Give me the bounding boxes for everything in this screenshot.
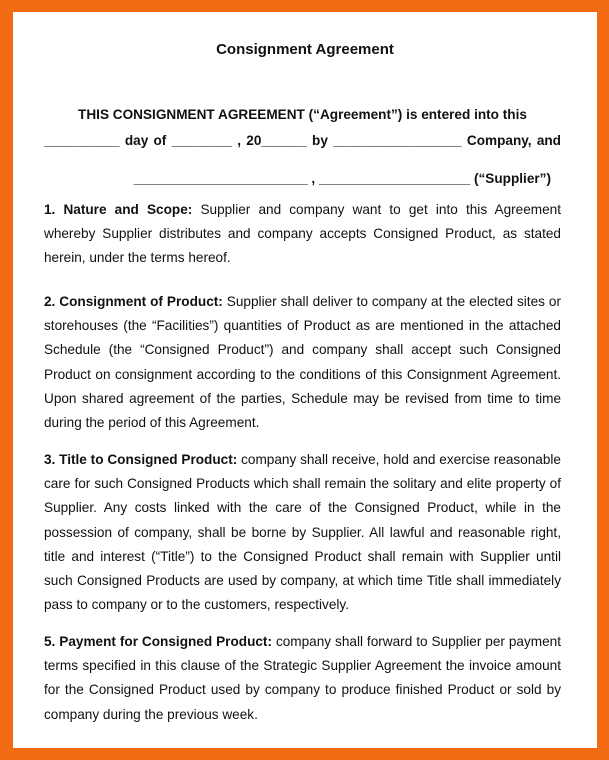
clause-body: company shall receive, hold and exercise reasonable care for such Consigned Products which shall remain the solitary and elite property of Supplier. Any costs linked with the care of the Consigned Product, while in the possession of company, shall be borne by Supplier. All lawful and reasonable right, title and interest (“Title”) to the Consigned Product shall remain with Supplier until such Consigned Products are used by company, at which time Title shall immediately pass to company or to the customers, respectively. bbox=[44, 452, 561, 613]
intro-paragraph bbox=[44, 102, 561, 192]
clause-payment-for-consigned-product bbox=[44, 630, 561, 727]
clause-heading: 3. Title to Consigned Product: bbox=[44, 452, 238, 467]
document-title: Consignment Agreement bbox=[216, 41, 394, 58]
document-page bbox=[13, 12, 597, 748]
clause-body: Supplier shall deliver to company at the elected sites or storehouses (the “Facilities”) quantities of Product as are mentioned in the attached Schedule (the “Consigned Product”) and company shall accept such Consigned Product on consignment according to the conditions of this Consignment Agreement. Upon shared agreement of the parties, Schedule may be revised from time to time during the period of this Agreement. bbox=[44, 294, 561, 431]
clause-heading: 1. Nature and Scope: bbox=[44, 202, 193, 217]
clause-body: company shall forward to Supplier per payment terms specified in this clause of the Strategic Supplier Agreement the invoice amount for the Consigned Product used by company to produce finished Product or sold by company during the previous week. bbox=[44, 634, 562, 722]
clause-nature-and-scope bbox=[44, 198, 561, 271]
intro-line-1: THIS CONSIGNMENT AGREEMENT (“Agreement”) is entered into this bbox=[78, 107, 527, 122]
clause-heading: 2. Consignment of Product: bbox=[44, 294, 223, 309]
intro-line-2: __________ day of ________ , 20______ by _________________ Company, and bbox=[44, 133, 561, 148]
clause-consignment-of-product bbox=[44, 290, 561, 435]
clause-title-to-consigned-product bbox=[44, 448, 561, 617]
intro-line-3: _______________________ , ____________________ (“Supplier”) bbox=[133, 171, 551, 186]
clause-heading: 5. Payment for Consigned Product: bbox=[44, 634, 272, 649]
clause-body: Supplier and company want to get into this Agreement whereby Supplier distributes and company accepts Consigned Product, as stated herein, under the terms hereof. bbox=[44, 202, 561, 266]
